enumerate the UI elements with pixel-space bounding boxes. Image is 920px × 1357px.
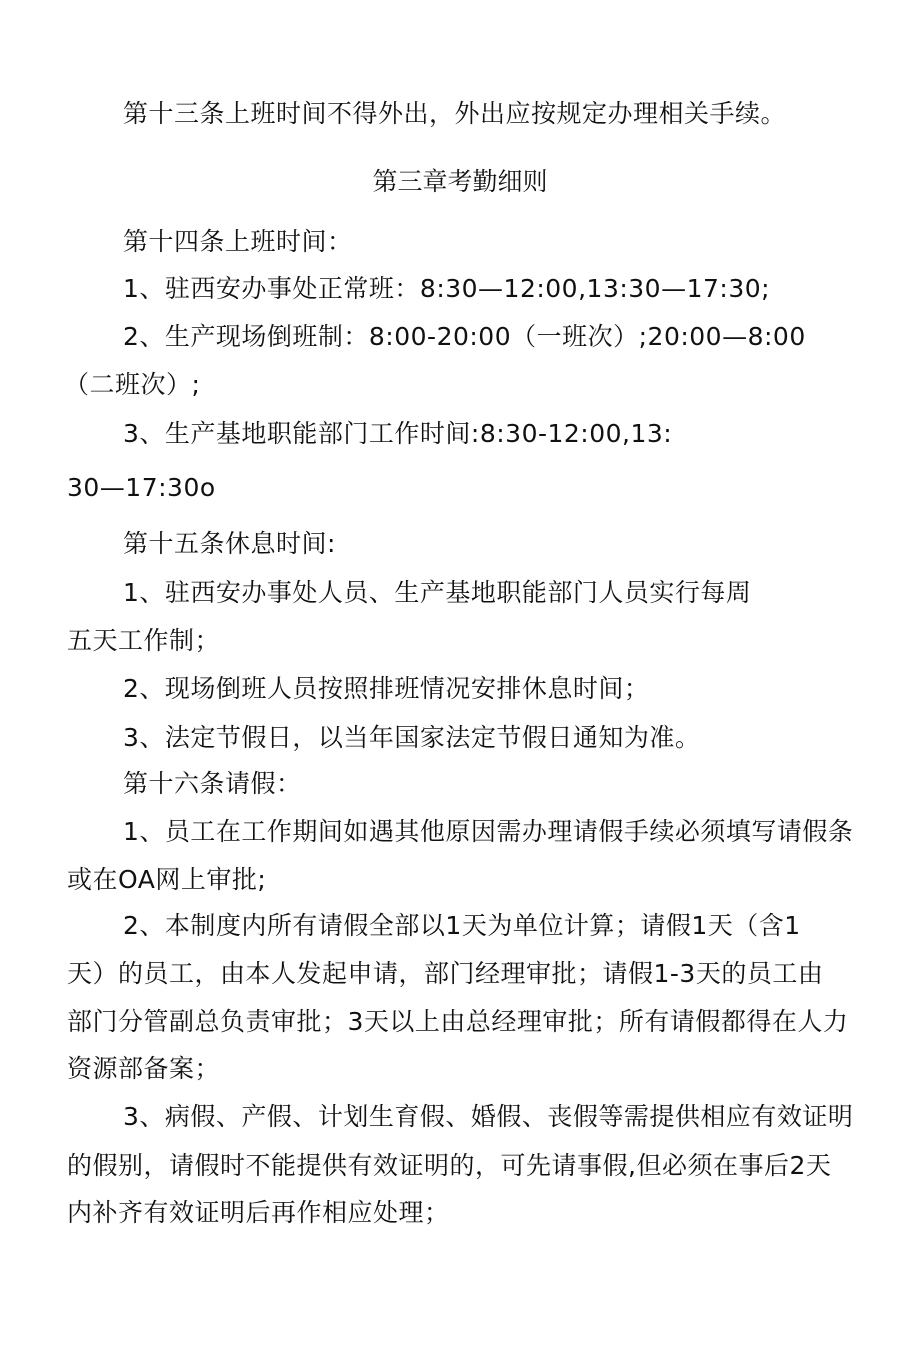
article-13-text: 第十三条上班时间不得外出，外出应按规定办理相关手续。 [123, 99, 787, 128]
article-14-item-3-line-1: 3、生产基地职能部门工作时间:8:30-12:00,13: [123, 419, 673, 448]
article-14-item-2-line-2: （二班次）; [64, 370, 201, 399]
article-14-item-2-line-1: 2、生产现场倒班制：8:00-20:00（一班次）;20:00—8:00 [123, 322, 806, 351]
article-16-item-3-line-3: 内补齐有效证明后再作相应处理； [67, 1198, 450, 1227]
article-16-item-1-line-2: 或在OA网上审批; [67, 865, 267, 894]
article-16-item-3-line-2: 的假别，请假时不能提供有效证明的，可先请事假,但必须在事后2天 [67, 1151, 832, 1180]
article-14-title: 第十四条上班时间： [123, 227, 353, 256]
article-15-item-3: 3、法定节假日，以当年国家法定节假日通知为准。 [123, 723, 701, 752]
article-14-item-1: 1、驻西安办事处正常班：8:30—12:00,13:30—17:30; [123, 274, 771, 303]
article-16-item-1-line-1: 1、员工在工作期间如遇其他原因需办理请假手续必须填写请假条 [123, 817, 854, 846]
article-16-item-2-line-4: 资源部备案； [67, 1054, 221, 1083]
article-15-item-1-line-1: 1、驻西安办事处人员、生产基地职能部门人员实行每周 [123, 578, 752, 607]
article-16-item-2-line-3: 部门分管副总负责审批；3天以上由总经理审批；所有请假都得在人力 [67, 1007, 849, 1036]
article-15-item-1-line-2: 五天工作制； [67, 626, 221, 655]
article-16-item-3-line-1: 3、病假、产假、计划生育假、婚假、丧假等需提供相应有效证明 [123, 1102, 854, 1131]
article-14-item-3-line-2: 30—17:30o [67, 473, 216, 502]
article-16-item-2-line-1: 2、本制度内所有请假全部以1天为单位计算；请假1天（含1 [123, 911, 801, 940]
article-16-item-2-line-2: 天）的员工，由本人发起申请，部门经理审批；请假1-3天的员工由 [67, 959, 824, 988]
article-15-item-2: 2、现场倒班人员按照排班情况安排休息时间； [123, 674, 650, 703]
article-16-title: 第十六条请假： [123, 769, 302, 798]
article-15-title: 第十五条休息时间: [123, 529, 336, 558]
chapter-3-heading: 第三章考勤细则 [372, 167, 548, 196]
